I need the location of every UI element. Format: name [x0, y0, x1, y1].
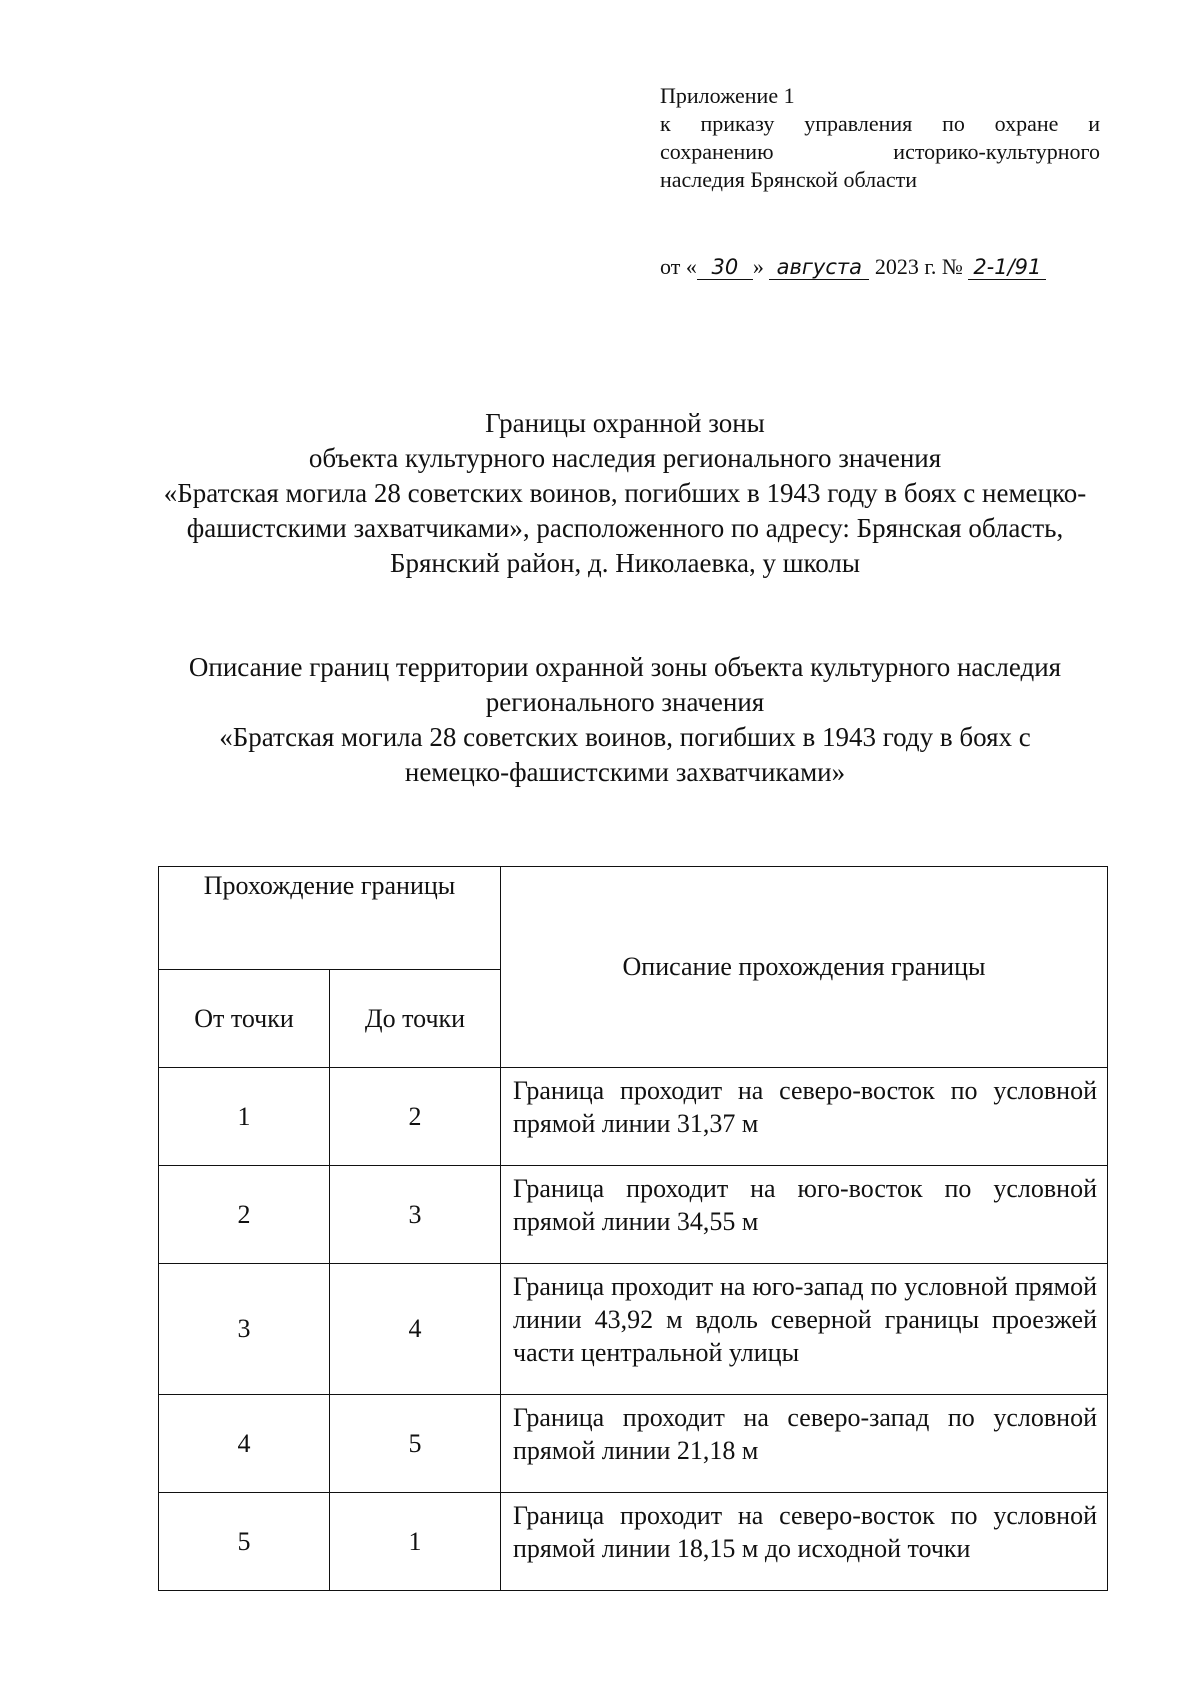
order-month: августа — [769, 255, 869, 280]
from-point-cell: 4 — [159, 1395, 330, 1493]
table-row — [159, 1068, 1108, 1166]
table-row — [159, 1395, 1108, 1493]
description-cell: Граница проходит на северо-восток по условной прямой линии 18,15 м до исходной точки — [501, 1493, 1108, 1591]
document-title — [120, 406, 1130, 581]
header-boundary-passage: Прохождение границы — [159, 867, 501, 970]
to-point-cell: 4 — [330, 1264, 501, 1395]
appendix-line: сохранению историко-культурного — [660, 139, 1100, 164]
description-cell: Граница проходит на северо-запад по условной прямой линии 21,18 м — [501, 1395, 1108, 1493]
order-year: 2023 г. № — [874, 254, 963, 279]
from-point-cell: 3 — [159, 1264, 330, 1395]
header-from-point: От точки — [159, 970, 330, 1068]
description-cell: Граница проходит на северо-восток по условной прямой линии 31,37 м — [501, 1068, 1108, 1166]
title-line: Брянский район, д. Николаевка, у школы — [389, 548, 860, 578]
to-point-cell: 5 — [330, 1395, 501, 1493]
header-description: Описание прохождения границы — [501, 867, 1108, 1068]
from-point-cell: 2 — [159, 1166, 330, 1264]
description-heading-line: «Братская могила 28 советских воинов, погибших в 1943 году в боях с — [219, 722, 1031, 752]
appendix-line: Приложение 1 — [660, 83, 795, 108]
description-heading-line: регионального значения — [485, 687, 765, 717]
to-point-cell: 2 — [330, 1068, 501, 1166]
description-heading-line: немецко-фашистскими захватчиками» — [404, 757, 846, 787]
table-row — [159, 1493, 1108, 1591]
boundary-table — [158, 866, 1108, 1591]
description-heading-line: Описание границ территории охранной зоны объекта культурного наследия — [188, 652, 1062, 682]
order-mid: » — [752, 254, 764, 279]
title-line: «Братская могила 28 советских воинов, погибших в 1943 году в боях с немецко- — [163, 478, 1087, 508]
table-row — [159, 1264, 1108, 1395]
order-reference — [660, 252, 1100, 282]
table-row — [159, 1166, 1108, 1264]
description-cell: Граница проходит на юго-запад по условной прямой линии 43,92 м вдоль северной границы проезжей части центральной улицы — [501, 1264, 1108, 1395]
appendix-line: наследия Брянской области — [660, 167, 918, 192]
order-prefix: от « — [660, 254, 697, 279]
appendix-header — [660, 82, 1100, 194]
to-point-cell: 3 — [330, 1166, 501, 1264]
description-cell: Граница проходит на юго-восток по условной прямой линии 34,55 м — [501, 1166, 1108, 1264]
title-line: фашистскими захватчиками», расположенного по адресу: Брянская область, — [186, 513, 1064, 543]
header-to-point: До точки — [330, 970, 501, 1068]
appendix-line: к приказу управления по охране и — [660, 111, 1100, 136]
to-point-cell: 1 — [330, 1493, 501, 1591]
description-heading — [120, 650, 1130, 790]
from-point-cell: 5 — [159, 1493, 330, 1591]
table-header-row — [159, 867, 1108, 970]
order-day: 30 — [697, 255, 753, 280]
from-point-cell: 1 — [159, 1068, 330, 1166]
title-line: Границы охранной зоны — [485, 408, 765, 438]
order-number: 2-1/91 — [968, 255, 1046, 280]
title-line: объекта культурного наследия регионального значения — [308, 443, 942, 473]
